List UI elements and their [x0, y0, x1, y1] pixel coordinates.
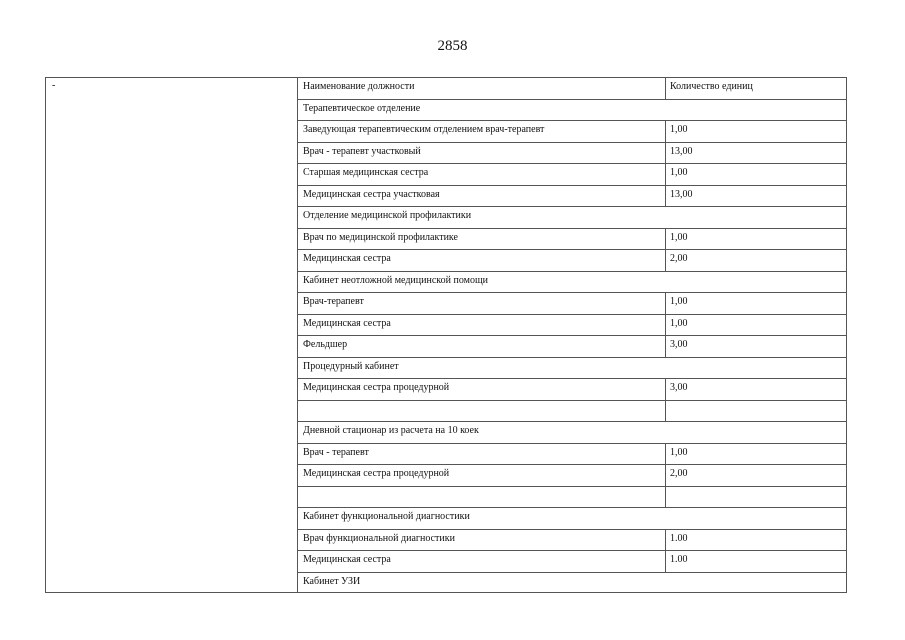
table-row [298, 164, 846, 186]
position-name: Медицинская сестра процедурной [303, 468, 450, 479]
section-title: Терапевтическое отделение [303, 102, 421, 114]
position-name: Медицинская сестра участковая [303, 188, 440, 200]
staff-table [45, 77, 847, 593]
left-column-text: - [52, 80, 56, 91]
position-name: Медицинская сестра процедурной [303, 382, 450, 393]
table-row [298, 401, 846, 423]
unit-count: 1.00 [665, 530, 846, 551]
section-row [298, 422, 846, 444]
section-row [298, 358, 846, 380]
unit-count: 2,00 [665, 250, 846, 271]
unit-count: 2,00 [665, 465, 846, 486]
section-row [298, 100, 846, 122]
position-name: Врач по медицинской профилактике [303, 231, 458, 243]
left-column [46, 78, 298, 592]
table-row [298, 250, 846, 272]
table-row [298, 465, 846, 487]
section-row [298, 508, 846, 530]
section-row [298, 272, 846, 294]
table-row [298, 487, 846, 509]
unit-count: 3,00 [665, 336, 846, 357]
unit-count: 1,00 [665, 121, 846, 142]
unit-count [665, 401, 846, 422]
section-title: Кабинет неотложной медицинской помощи [303, 274, 489, 286]
section-row [298, 573, 846, 595]
position-name: Врач - терапевт участковый [303, 145, 421, 157]
unit-count: 1,00 [665, 164, 846, 185]
position-name: Заведующая терапевтическим отделением врач-терапевт [303, 124, 545, 135]
position-name: Врач-терапевт [303, 296, 364, 307]
table-row [298, 293, 846, 315]
table-row [298, 315, 846, 337]
position-name: Медицинская сестра [303, 253, 391, 264]
unit-count: 1.00 [665, 551, 846, 572]
table-row [298, 229, 846, 251]
table-row [298, 186, 846, 208]
position-name: Врач функциональной диагностики [303, 532, 455, 544]
unit-count: 13,00 [665, 186, 846, 207]
header-unit-count: Количество единиц [665, 78, 846, 99]
unit-count: 13,00 [665, 143, 846, 164]
position-name: Фельдшер [303, 339, 348, 350]
table-row [298, 143, 846, 165]
table-body [298, 100, 846, 595]
table-row [298, 379, 846, 401]
position-name: Старшая медицинская сестра [303, 167, 429, 178]
unit-count: 1,00 [665, 315, 846, 336]
section-row [298, 207, 846, 229]
unit-count: 3,00 [665, 379, 846, 400]
unit-count: 1,00 [665, 229, 846, 250]
section-title: Дневной стационар из расчета на 10 коек [303, 425, 479, 436]
table-row [298, 530, 846, 552]
position-name: Медицинская сестра [303, 317, 391, 329]
unit-count [665, 487, 846, 508]
section-title: Отделение медицинской профилактики [303, 210, 472, 221]
header-position-name: Наименование должности [303, 81, 415, 92]
table-row [298, 551, 846, 573]
table-row [298, 336, 846, 358]
section-title: Процедурный кабинет [303, 360, 399, 372]
table-row [298, 444, 846, 466]
unit-count: 1,00 [665, 293, 846, 314]
unit-count: 1,00 [665, 444, 846, 465]
staff-grid [298, 78, 846, 592]
page-number: 2858 [437, 38, 468, 54]
position-name: Врач - терапевт [303, 446, 369, 458]
position-name: Медицинская сестра [303, 554, 391, 565]
section-title: Кабинет УЗИ [303, 575, 361, 587]
section-title: Кабинет функциональной диагностики [303, 511, 470, 522]
table-header [298, 78, 846, 100]
table-row [298, 121, 846, 143]
